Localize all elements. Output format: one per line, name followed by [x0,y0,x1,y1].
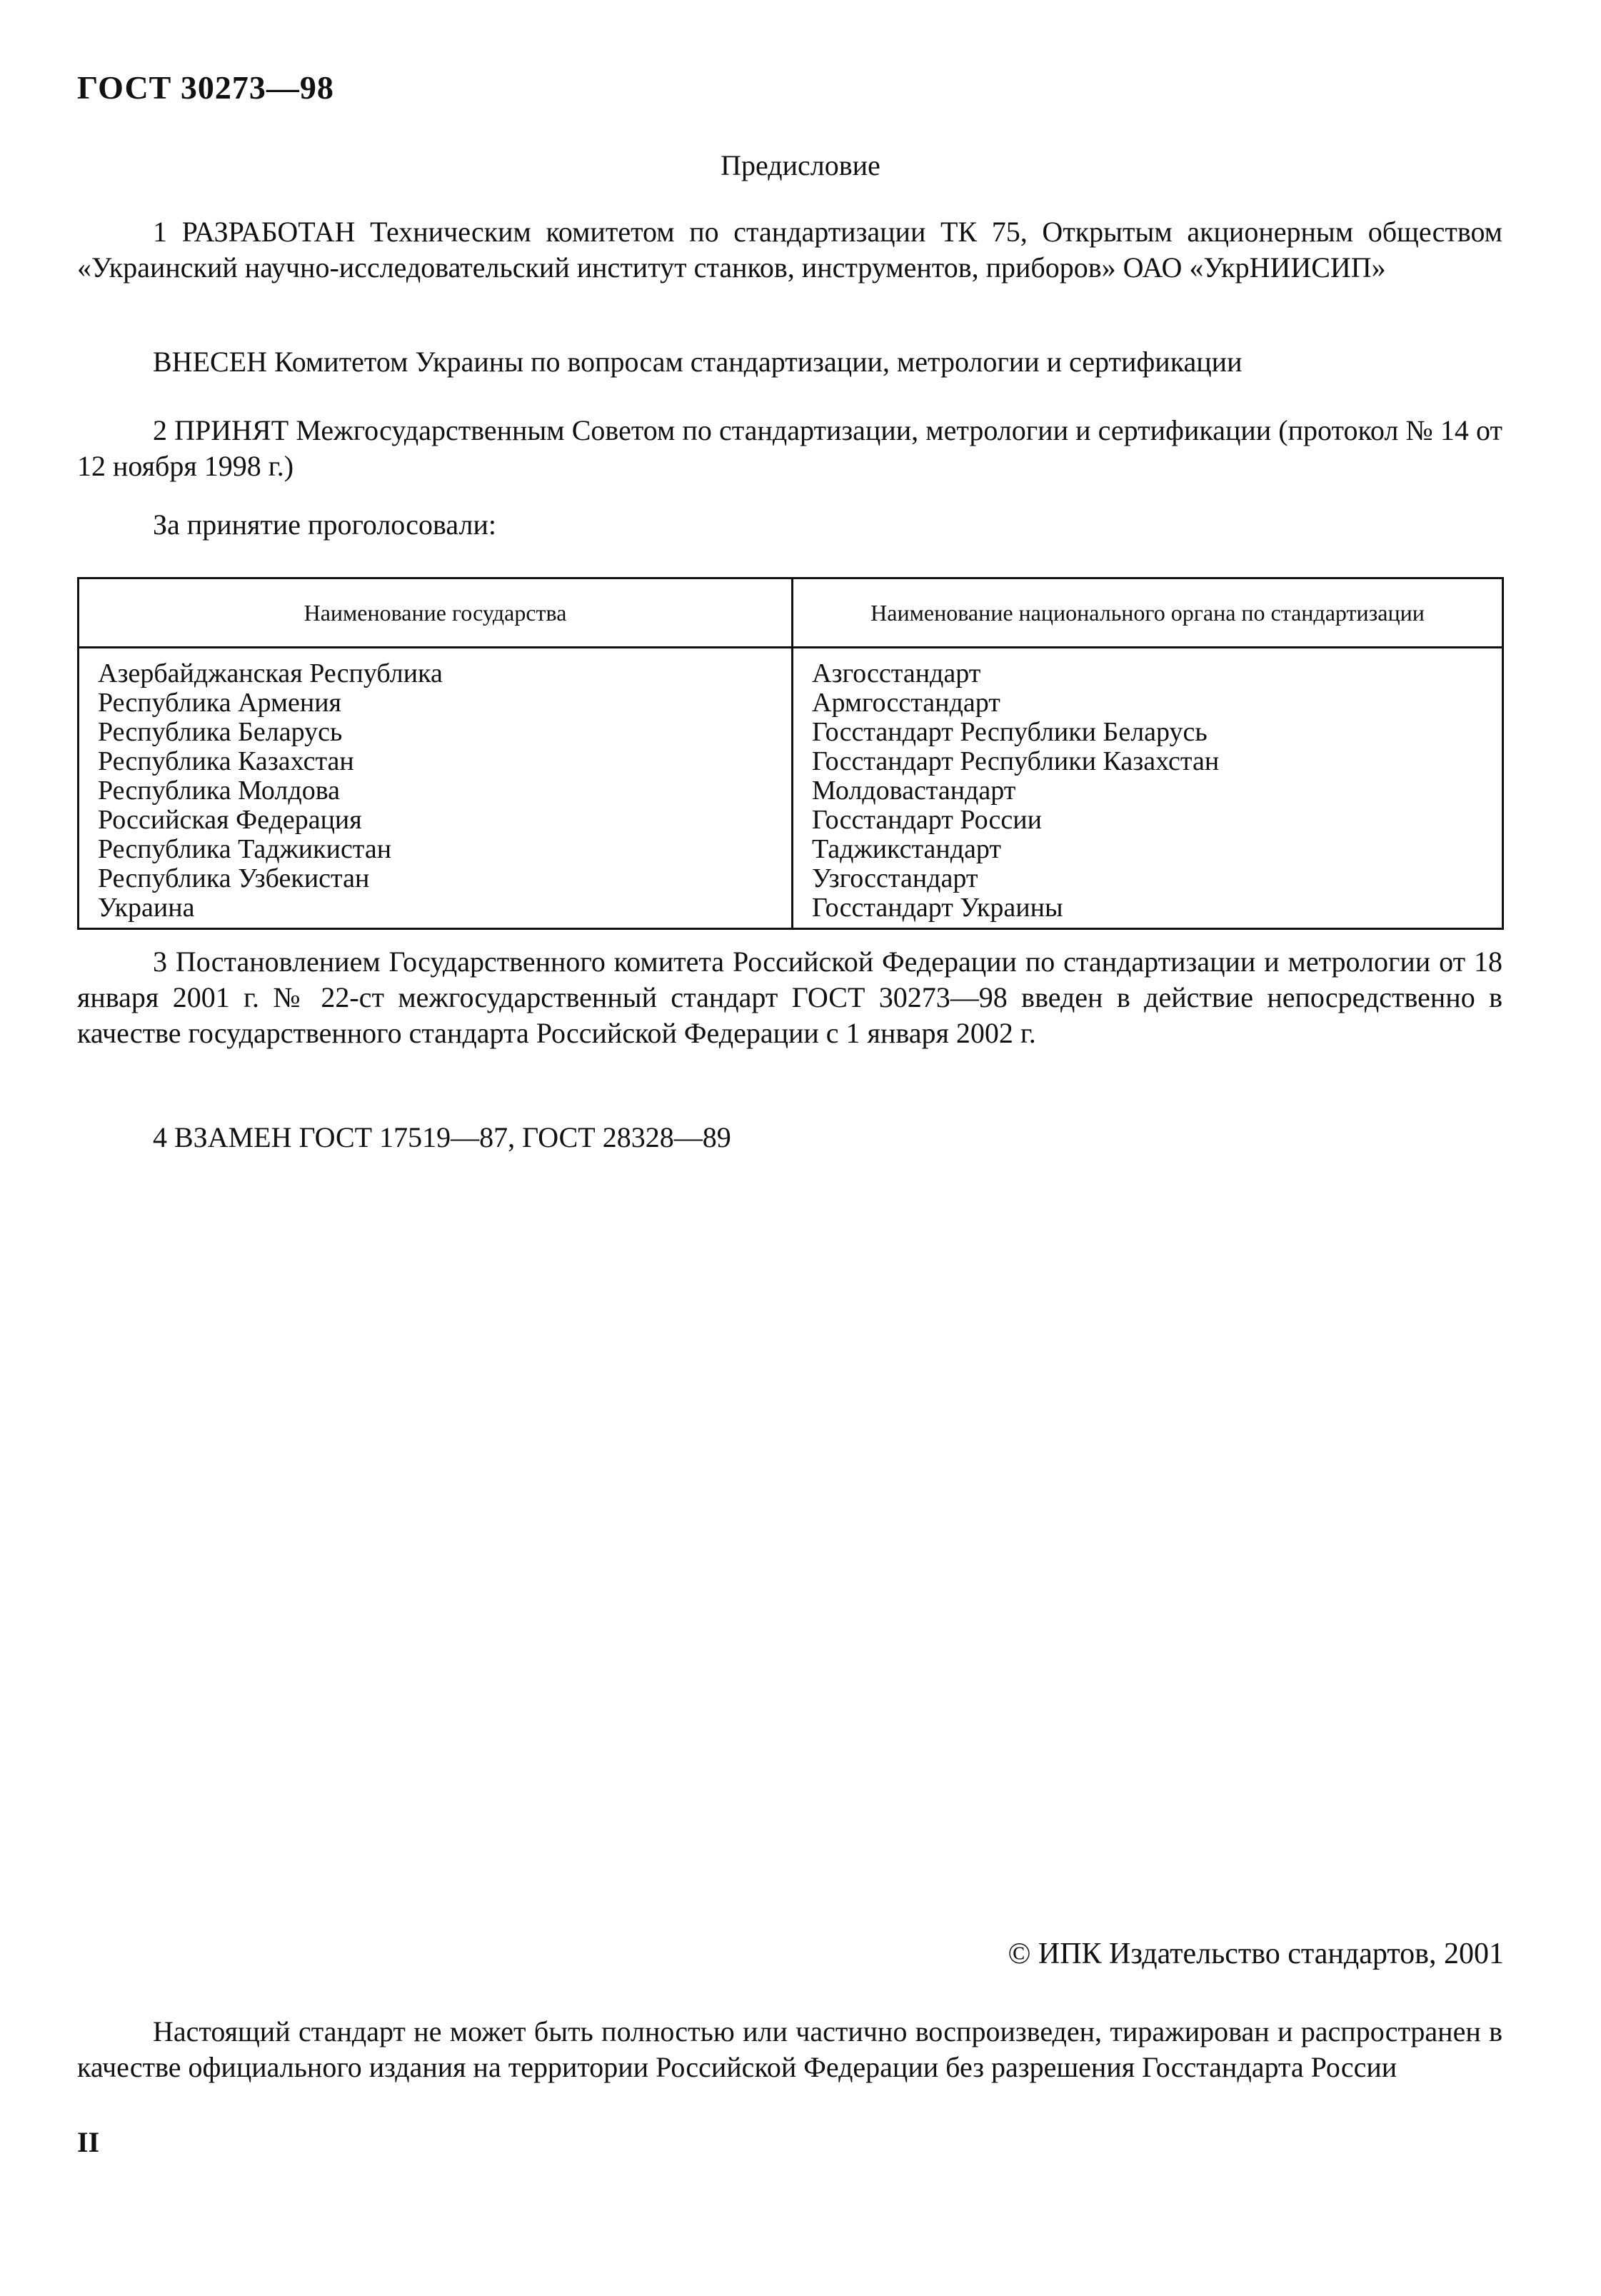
table-cell-body: Молдовастандарт [812,776,1016,806]
copyright-line: © ИПК Издательство стандартов, 2001 [1008,1937,1504,1970]
paragraph-enacted: 3 Постановлением Государственного комитета Российской Федерации по стандартизации и метрологии от 18 января 2001 г. № 22-ст межгосударственный стандарт ГОСТ 30273—98 введен в действие непосредственно в качестве государственного стандарта Российской Федерации с 1 января 2002 г. [77,946,1502,1049]
table-cell-state: Республика Казахстан [98,746,354,776]
page-number: II [77,2126,100,2158]
table-cell-state: Азербайджанская Республика [98,658,443,688]
table-cell-state: Российская Федерация [98,805,362,835]
table-column-states [98,659,443,923]
table-cell-body: Узгосстандарт [812,863,978,893]
paragraph-developed [77,214,1502,286]
document-id-header: ГОСТ 30273—98 [77,69,334,106]
paragraph-lead: 1 РАЗРАБОТАН [153,216,356,248]
section-title: Предисловие [721,149,880,181]
paragraph-lead: 2 ПРИНЯТ [153,414,289,446]
table-cell-state: Республика Армения [98,688,342,718]
paragraph-replaces [77,1120,1502,1155]
table-cell-state: Республика Узбекистан [98,863,370,893]
paragraph-lead: 4 ВЗАМЕН [153,1121,292,1153]
table-cell-state: Республика Таджикистан [98,834,392,864]
table-header-divider [79,646,1502,648]
table-header-body: Наименование национального органа по стандартизации [870,600,1425,626]
table-cell-body: Госстандарт Украины [812,893,1063,923]
paragraph-body: Техническим комитетом по стандартизации ТК 75, Открытым акционерным обществом «Украинский научно-исследовательский институт станков, инструментов, приборов» ОАО «УкрНИИСИП» [77,216,1502,284]
table-cell-state: Украина [98,893,195,923]
table-cell-body: Госстандарт России [812,805,1042,835]
paragraph-adopted [77,413,1502,484]
table-cell-state: Республика Молдова [98,776,341,806]
voting-table [77,577,1504,930]
paragraph-body: ГОСТ 17519—87, ГОСТ 28328—89 [291,1121,731,1153]
paragraph-lead: ВНЕСЕН [153,346,267,378]
paragraph-submitted [77,344,1502,380]
table-cell-body: Азгосстандарт [812,658,981,688]
table-header-state: Наименование государства [303,600,567,626]
table-cell-body: Госстандарт Республики Беларусь [812,717,1208,747]
table-column-bodies [812,659,1219,923]
table-cell-body: Госстандарт Республики Казахстан [812,746,1220,776]
table-cell-state: Республика Беларусь [98,717,343,747]
paragraph-body: Межгосударственным Советом по стандартизации, метрологии и сертификации (протокол № 14 от 12 ноября 1998 г.) [77,414,1502,482]
paragraph-body: Комитетом Украины по вопросам стандартизации, метрологии и сертификации [267,346,1243,378]
table-cell-body: Таджикстандарт [812,834,1002,864]
paragraph-voted: За принятие проголосовали: [153,508,496,541]
table-cell-body: Армгосстандарт [812,688,1000,718]
reproduction-notice: Настоящий стандарт не может быть полностью или частично воспроизведен, тиражирован и распространен в качестве официального издания на территории Российской Федерации без разрешения Госстандарта России [77,2015,1502,2083]
